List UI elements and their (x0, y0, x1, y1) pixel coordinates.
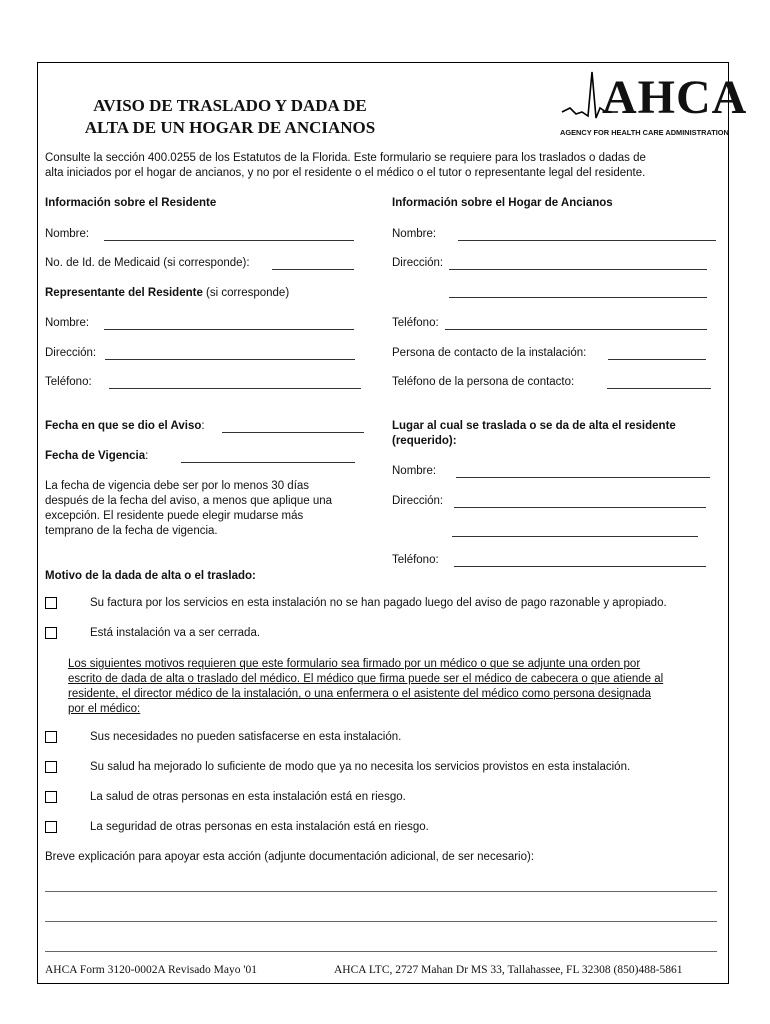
destination-name-label: Nombre: (392, 465, 437, 477)
physician-note-2: escrito de dada de alta o traslado del médico. El médico que firma puede ser el médico de cabecera o que atiende al (68, 673, 664, 685)
rep-name-field[interactable] (104, 318, 354, 330)
representative-heading (45, 286, 289, 301)
reason-health-improved: Su salud ha mejorado lo suficiente de modo que ya no necesita los servicios provistos en esta instalación. (90, 761, 631, 773)
effective-note-2: después de la fecha del aviso, a menos que aplique una (45, 495, 333, 507)
physician-note (68, 657, 728, 717)
destination-address-field[interactable] (454, 496, 706, 508)
facility-heading: Información sobre el Hogar de Ancianos (392, 197, 613, 209)
effective-note-1: La fecha de vigencia debe ser por lo menos 30 días (45, 480, 310, 492)
checkbox-unpaid[interactable] (45, 597, 57, 609)
facility-address-label: Dirección: (392, 257, 444, 269)
checkbox-safety-risk[interactable] (45, 821, 57, 833)
destination-name-field[interactable] (456, 466, 710, 478)
checkbox-closing[interactable] (45, 627, 57, 639)
facility-name-field[interactable] (458, 229, 716, 241)
effective-date-field[interactable] (181, 451, 355, 463)
checkbox-needs[interactable] (45, 731, 57, 743)
title-line-1: AVISO DE TRASLADO Y DADA DE (93, 96, 367, 115)
logo-text: AHCA (602, 71, 748, 124)
reason-health-risk: La salud de otras personas en esta instalación está en riesgo. (90, 791, 406, 803)
intro-line-2: alta iniciados por el hogar de ancianos, y no por el residente o el médico o el tutor o representante legal del residente. (45, 167, 646, 179)
effective-note-3: excepción. El residente puede elegir mudarse más (45, 510, 304, 522)
explanation-label: Breve explicación para apoyar esta acción (adjunte documentación adicional, de ser necesario): (45, 851, 535, 863)
destination-heading-1: Lugar al cual se traslada o se da de alta el residente (392, 420, 676, 432)
rep-address-field[interactable] (105, 348, 355, 360)
medicaid-field[interactable] (272, 258, 354, 270)
footer-address: AHCA LTC, 2727 Mahan Dr MS 33, Tallahassee, FL 32308 (850)488-5861 (334, 964, 683, 976)
facility-contact-field[interactable] (608, 348, 706, 360)
rep-address-label: Dirección: (45, 347, 97, 359)
resident-heading: Información sobre el Residente (45, 197, 217, 209)
explanation-line-1[interactable] (45, 891, 717, 892)
explanation-line-2[interactable] (45, 921, 717, 922)
destination-address-field-2[interactable] (452, 525, 698, 537)
logo-subtitle: AGENCY FOR HEALTH CARE ADMINISTRATION (560, 128, 729, 137)
notice-date-field[interactable] (222, 421, 364, 433)
physician-note-1: Los siguientes motivos requieren que este formulario sea firmado por un médico o que se adjunte una orden por (68, 658, 641, 670)
checkbox-health-improved[interactable] (45, 761, 57, 773)
notice-date-label-text: Fecha en que se dio el Aviso (45, 420, 202, 432)
destination-phone-field[interactable] (454, 555, 706, 567)
representative-heading-note: (si corresponde) (202, 287, 290, 299)
effective-note-4: temprano de la fecha de vigencia. (45, 525, 218, 537)
form-title (60, 95, 400, 139)
effective-date-label-text: Fecha de Vigencia (45, 450, 146, 462)
ahca-logo (560, 68, 748, 138)
resident-name-field[interactable] (104, 229, 354, 241)
reasons-heading: Motivo de la dada de alta o el traslado: (45, 570, 256, 582)
reason-unpaid: Su factura por los servicios en esta instalación no se han pagado luego del aviso de pago razonable y apropiado. (90, 597, 667, 609)
facility-contact-phone-label: Teléfono de la persona de contacto: (392, 376, 575, 388)
physician-note-3: residente, el director médico de la instalación, o una enfermera o el asistente del médico como persona designada (68, 688, 652, 700)
rep-phone-field[interactable] (109, 377, 361, 389)
resident-name-label: Nombre: (45, 228, 90, 240)
notice-date-label (45, 419, 205, 434)
facility-address-field[interactable] (449, 258, 707, 270)
physician-note-4: por el médico: (68, 703, 141, 715)
explanation-line-3[interactable] (45, 951, 717, 952)
title-line-2: ALTA DE UN HOGAR DE ANCIANOS (84, 118, 376, 137)
facility-contact-label: Persona de contacto de la instalación: (392, 347, 587, 359)
footer-form-id: AHCA Form 3120-0002A Revisado Mayo '01 (45, 964, 257, 976)
intro-line-1: Consulte la sección 400.0255 de los Estatutos de la Florida. Este formulario se requiere para los traslados o dadas de (45, 152, 646, 164)
facility-phone-field[interactable] (445, 318, 707, 330)
reason-closing: Está instalación va a ser cerrada. (90, 627, 261, 639)
destination-phone-label: Teléfono: (392, 554, 439, 566)
notice-date-colon: : (201, 420, 205, 432)
facility-address-field-2[interactable] (449, 286, 707, 298)
rep-phone-label: Teléfono: (45, 376, 92, 388)
facility-phone-label: Teléfono: (392, 317, 439, 329)
effective-date-label (45, 449, 148, 464)
checkbox-health-risk[interactable] (45, 791, 57, 803)
representative-heading-title: Representante del Residente (45, 287, 203, 299)
reason-needs: Sus necesidades no pueden satisfacerse en esta instalación. (90, 731, 402, 743)
medicaid-label: No. de Id. de Medicaid (si corresponde): (45, 257, 250, 269)
facility-contact-phone-field[interactable] (607, 377, 711, 389)
destination-heading-2: (requerido): (392, 435, 457, 447)
reason-safety-risk: La seguridad de otras personas en esta instalación está en riesgo. (90, 821, 429, 833)
rep-name-label: Nombre: (45, 317, 90, 329)
effective-date-colon: : (145, 450, 149, 462)
facility-name-label: Nombre: (392, 228, 437, 240)
destination-address-label: Dirección: (392, 495, 444, 507)
